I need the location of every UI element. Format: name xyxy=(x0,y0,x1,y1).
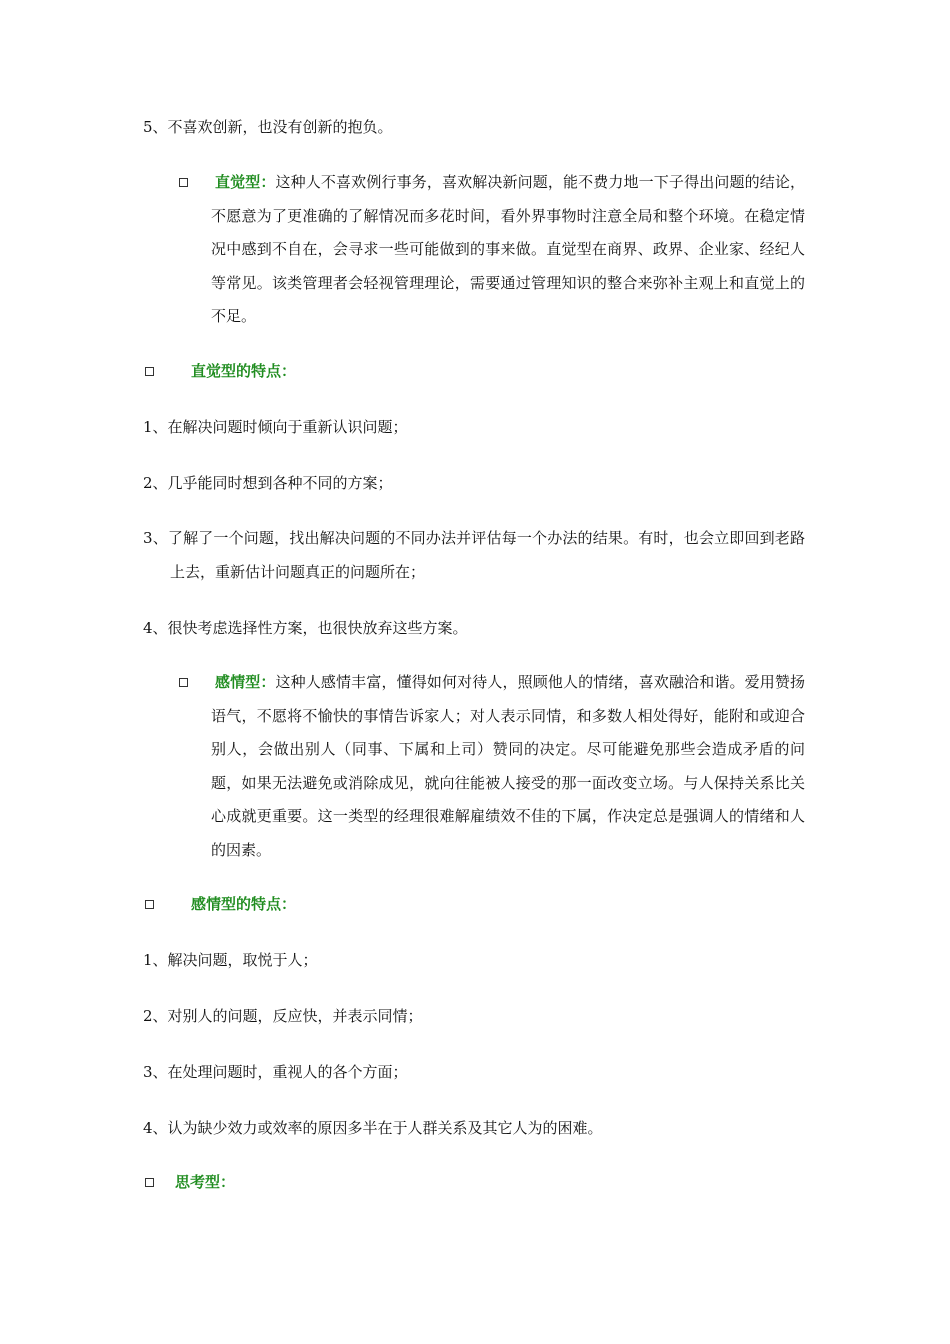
feeling-traits-heading: 感情型的特点： xyxy=(191,895,297,913)
square-bullet-icon xyxy=(145,367,154,376)
feeling-trait-2: 2、对别人的问题，反应快，并表示同情； xyxy=(143,1007,423,1025)
feeling-trait-3: 3、在处理问题时，重视人的各个方面； xyxy=(143,1063,408,1081)
intuitive-text: 这种人不喜欢例行事务，喜欢解决新问题，能不费力地一下子得出问题的结论，不愿意为了更准确的了解情况而多花时间，看外界事物时注意全局和整个环境。在稳定情况中感到不自在，会寻求一些可能做到的事来做。直觉型在商界、政界、企业家、经纪人等常见。该类管理者会轻视管理理论，需要通过管理知识的整合来弥补主观上和直觉上的不足。 xyxy=(211,173,805,325)
intuitive-trait-1: 1、在解决问题时倾向于重新认识问题； xyxy=(143,418,408,436)
intuitive-trait-2: 2、几乎能同时想到各种不同的方案； xyxy=(143,474,393,492)
feeling-trait-1: 1、解决问题，取悦于人； xyxy=(143,951,318,969)
intuitive-trait-3: 3、了解了一个问题，找出解决问题的不同办法并评估每一个办法的结果。有时，也会立即回到老路上去，重新估计问题真正的问题所在； xyxy=(143,529,805,581)
intuitive-description xyxy=(211,166,805,334)
intuitive-label: 直觉型： xyxy=(215,173,276,191)
thinking-heading: 思考型： xyxy=(175,1173,236,1191)
square-bullet-icon xyxy=(179,678,188,687)
intuitive-traits-heading: 直觉型的特点： xyxy=(191,362,297,380)
feeling-trait-4: 4、认为缺少效力或效率的原因多半在于人群关系及其它人为的困难。 xyxy=(143,1119,603,1137)
square-bullet-icon xyxy=(145,900,154,909)
feeling-description xyxy=(211,666,805,867)
square-bullet-icon xyxy=(145,1178,154,1187)
list-item-5: 5、不喜欢创新，也没有创新的抱负。 xyxy=(143,118,393,136)
square-bullet-icon xyxy=(179,178,188,187)
feeling-label: 感情型： xyxy=(215,673,276,691)
intuitive-trait-4: 4、很快考虑选择性方案，也很快放弃这些方案。 xyxy=(143,619,468,637)
feeling-text: 这种人感情丰富，懂得如何对待人，照顾他人的情绪，喜欢融洽和谐。爱用赞扬语气，不愿将不愉快的事情告诉家人；对人表示同情，和多数人相处得好，能附和或迎合别人，会做出别人（同事、下属和上司）赞同的决定。尽可能避免那些会造成矛盾的问题，如果无法避免或消除成见，就向往能被人接受的那一面改变立场。与人保持关系比关心成就更重要。这一类型的经理很难解雇绩效不佳的下属，作决定总是强调人的情绪和人的因素。 xyxy=(211,673,805,859)
